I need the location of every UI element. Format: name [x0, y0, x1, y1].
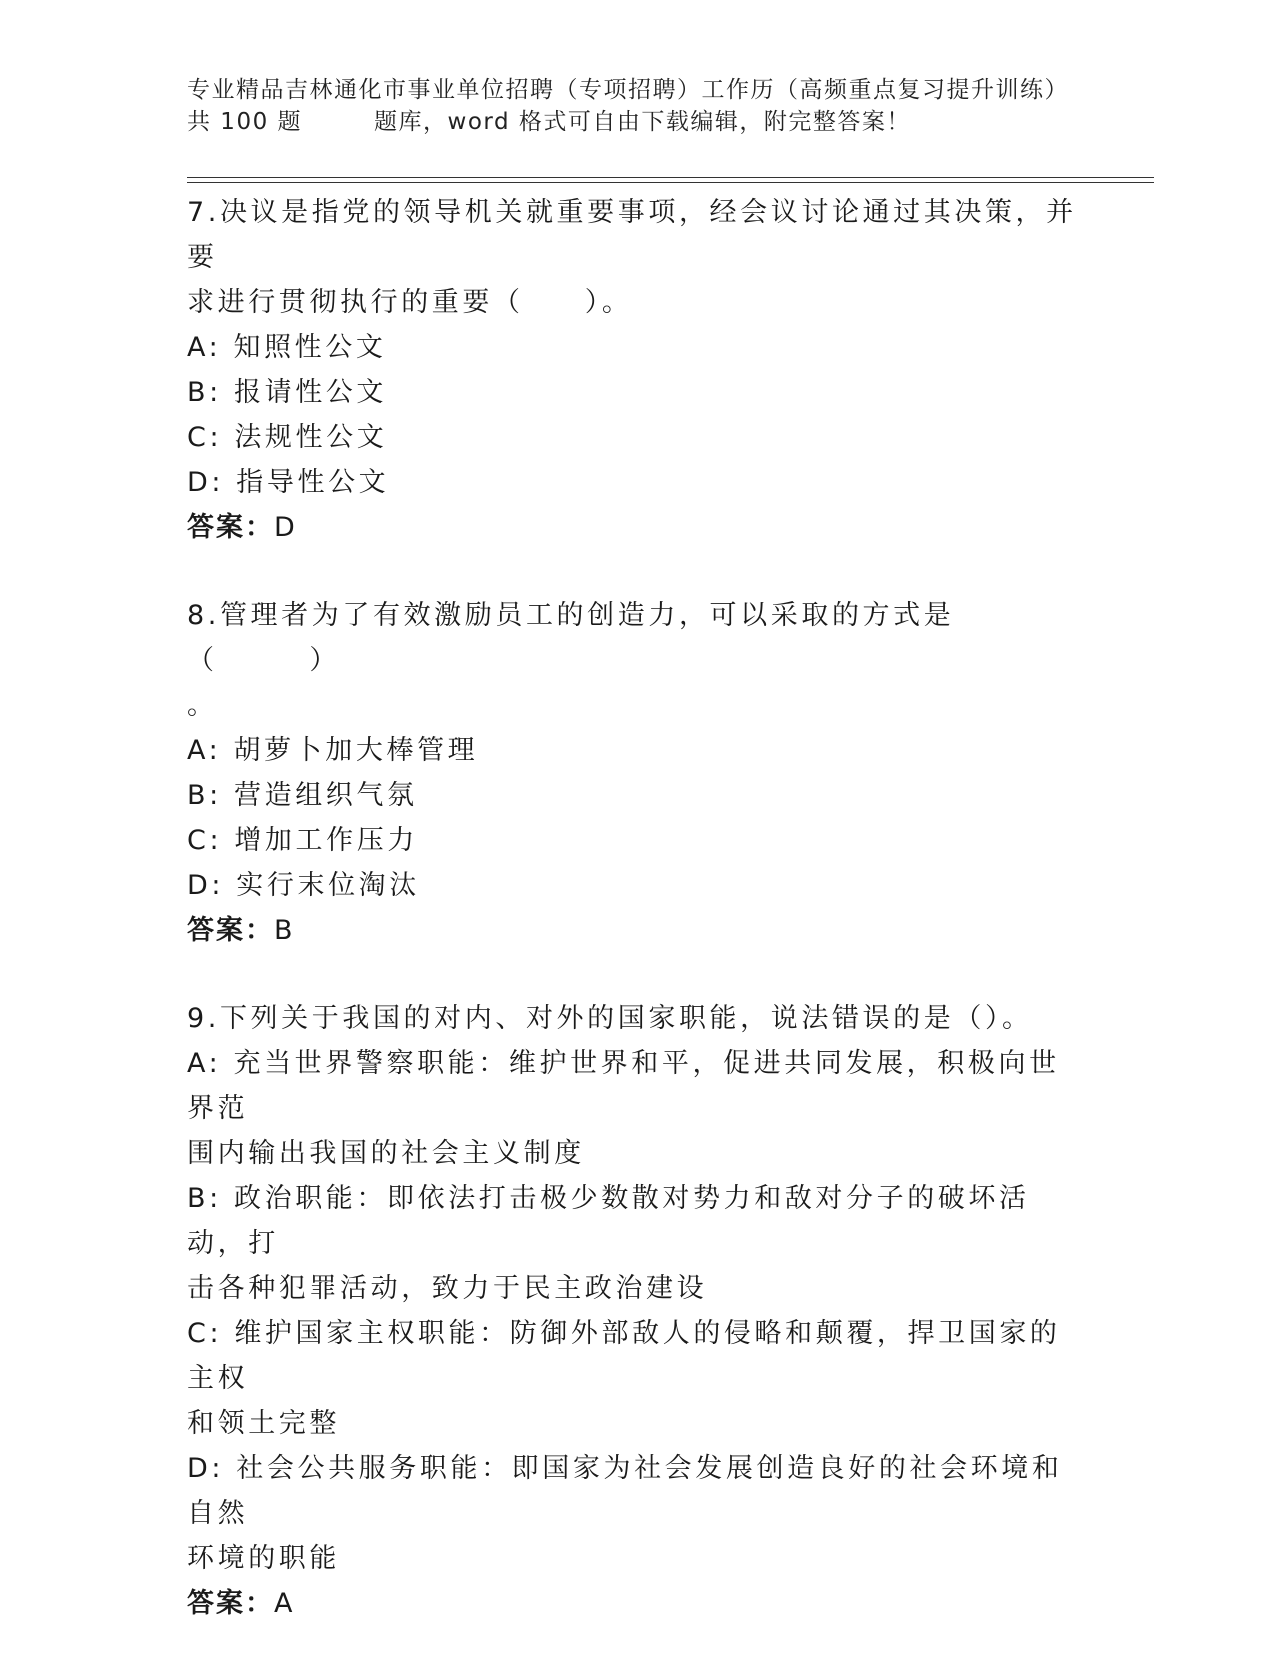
header-title-line1: 专业精品吉林通化市事业单位招聘（专项招聘）工作历（高频重点复习提升训练） — [187, 77, 1069, 103]
answer-value: B — [274, 915, 295, 946]
question-text-line2: 求进行贯彻执行的重要（ ）。 — [187, 287, 633, 318]
option-c: C: 法规性公文 — [187, 422, 388, 453]
question-text-line1: 8.管理者为了有效激励员工的创造力，可以采取的方式是（ ） — [187, 600, 955, 676]
question-8 — [187, 593, 1087, 953]
question-7 — [187, 190, 1087, 550]
option-b-line2: 击各种犯罪活动，致力于民主政治建设 — [187, 1273, 708, 1304]
header-divider-bottom — [187, 182, 1154, 183]
answer-label: 答案： — [187, 1588, 274, 1619]
question-list — [187, 190, 1087, 1669]
option-c-line2: 和领土完整 — [187, 1408, 340, 1439]
option-d: D: 指导性公文 — [187, 467, 390, 498]
question-text-line2: 。 — [187, 690, 218, 721]
answer-label: 答案： — [187, 915, 274, 946]
answer — [187, 505, 1087, 550]
question-text-line1: 7.决议是指党的领导机关就重要事项，经会议讨论通过其决策，并要 — [187, 197, 1077, 273]
header-question-count: 共 100 题 — [187, 109, 303, 135]
option-c-line1: C: 维护国家主权职能：防御外部敌人的侵略和颠覆，捍卫国家的主权 — [187, 1318, 1061, 1394]
answer-value: A — [274, 1588, 295, 1619]
header-description: 题库，word 格式可自由下载编辑，附完整答案！ — [374, 109, 911, 135]
answer — [187, 908, 1087, 953]
answer — [187, 1581, 1087, 1626]
option-c: C: 增加工作压力 — [187, 825, 418, 856]
option-a-line1: A: 充当世界警察职能：维护世界和平，促进共同发展，积极向世界范 — [187, 1048, 1060, 1124]
option-b: B: 营造组织气氛 — [187, 780, 418, 811]
option-b: B: 报请性公文 — [187, 377, 388, 408]
option-a: A: 知照性公文 — [187, 332, 387, 363]
option-a-line2: 围内输出我国的社会主义制度 — [187, 1138, 585, 1169]
option-d-line2: 环境的职能 — [187, 1543, 340, 1574]
question-9 — [187, 996, 1087, 1626]
answer-label: 答案： — [187, 512, 274, 543]
document-header — [187, 74, 1087, 138]
option-d: D: 实行末位淘汰 — [187, 870, 420, 901]
option-d-line1: D: 社会公共服务职能：即国家为社会发展创造良好的社会环境和自然 — [187, 1453, 1063, 1529]
question-text-line1: 9.下列关于我国的对内、对外的国家职能，说法错误的是（）。 — [187, 1003, 1033, 1034]
option-a: A: 胡萝卜加大棒管理 — [187, 735, 479, 766]
header-title-line2 — [187, 106, 1087, 138]
option-b-line1: B: 政治职能：即依法打击极少数散对势力和敌对分子的破坏活动，打 — [187, 1183, 1030, 1259]
header-divider-top — [187, 177, 1154, 178]
answer-value: D — [274, 512, 297, 543]
